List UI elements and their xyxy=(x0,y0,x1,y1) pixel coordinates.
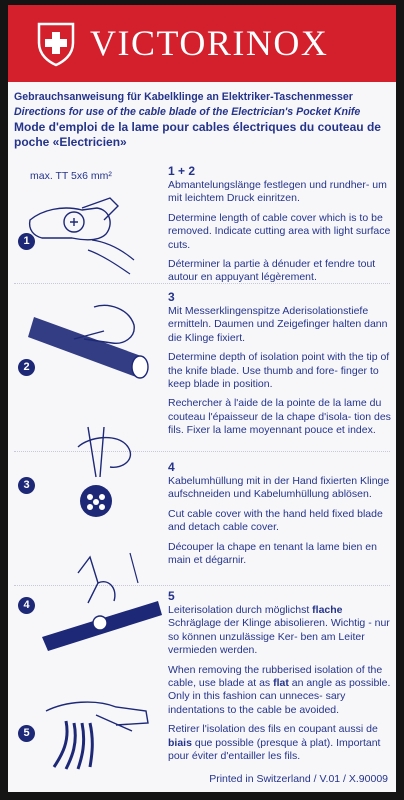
title-french: Mode d'emploi de la lame pour cables électriques du couteau de poche «Electricien» xyxy=(14,120,381,149)
step-2-illustration xyxy=(24,297,164,397)
cable-size-label: max. TT 5x6 mm² xyxy=(30,170,112,182)
title-english: Directions for use of the cable blade of the Electrician's Pocket Knife xyxy=(14,106,361,118)
instruction-sheet xyxy=(8,5,396,792)
step-4-illustration xyxy=(38,543,168,653)
step-4-english: When removing the rubberised isolation of the cable, use blade at as flat an angle as possible. Only in this fashion can unneces- sary indentations to the cable be avoided. xyxy=(168,663,391,716)
step-4-badge: 4 xyxy=(18,597,35,614)
step-4-text xyxy=(168,588,394,769)
step-2-text xyxy=(168,289,394,444)
print-info-footer: Printed in Switzerland / V.01 / X.90009 xyxy=(209,773,388,785)
step-1-illustration xyxy=(22,180,162,280)
step-1-badge: 1 xyxy=(18,233,35,250)
step-2-french: Rechercher à l'aide de la pointe de la lame du couteau l'épaisseur de la chape d'isola- tion des fils. Fixer la lame moyennant pouce et index. xyxy=(168,397,391,437)
step-2-badge: 2 xyxy=(18,359,35,376)
step-2-english: Determine depth of isolation point with the tip of the knife blade. Use thumb and fore- finger to keep blade in position. xyxy=(168,351,390,391)
step-3-badge: 3 xyxy=(18,477,35,494)
step-5-illustration xyxy=(36,681,166,771)
step-2-german: Mit Messerklingenspitze Aderisolationstiefe ermitteln. Daumen und Zeigefinger halten dann die Klinge fixiert. xyxy=(168,305,388,344)
step-3-english: Cut cable cover with the hand held fixed blade and detach cable cover. xyxy=(168,507,383,534)
brand-name: VICTORINOX xyxy=(90,23,329,63)
step-3-french: Découper la chape en tenant la lame bien en main et dégarnir. xyxy=(168,540,377,567)
brand-banner xyxy=(8,5,396,82)
step-3-illustration xyxy=(48,417,158,527)
step-5-badge: 5 xyxy=(18,725,35,742)
step-2-number: 3 xyxy=(168,290,175,304)
step-1-english: Determine length of cable cover which is to be removed. Indicate cutting area with light surface cuts. xyxy=(168,211,391,251)
swiss-shield-icon xyxy=(36,21,76,67)
step-4-german: Leiterisolation durch möglichst flache Schräglage der Klinge abisolieren. Wichtig - nur so können unzulässige Ker- ben am Leiter vermieden werden. xyxy=(168,604,390,657)
step-1-text xyxy=(168,163,394,291)
step-1-german: Abmantelungslänge festlegen und rundher- um mit leichtem Druck einritzen. xyxy=(168,179,387,205)
document-titles xyxy=(14,90,392,150)
step-3-text xyxy=(168,459,394,573)
step-4-number: 5 xyxy=(168,589,175,603)
step-1-number: 1 + 2 xyxy=(168,164,196,178)
step-3-number: 4 xyxy=(168,460,175,474)
title-german: Gebrauchsanweisung für Kabelklinge an Elektriker-Taschenmesser xyxy=(14,91,353,103)
divider xyxy=(14,283,390,284)
step-4-french: Retirer l'isolation des fils en coupant aussi de biais que possible (presque à plat). Important pour éviter d'entailler les fils. xyxy=(168,723,381,763)
step-3-german: Kabelumhüllung mit in der Hand fixierten Klinge aufschneiden und Kabelumhüllung ablösen. xyxy=(168,475,390,501)
step-1-french: Déterminer la partie à dénuder et fendre tout autour en appuyant légèrement. xyxy=(168,258,376,284)
